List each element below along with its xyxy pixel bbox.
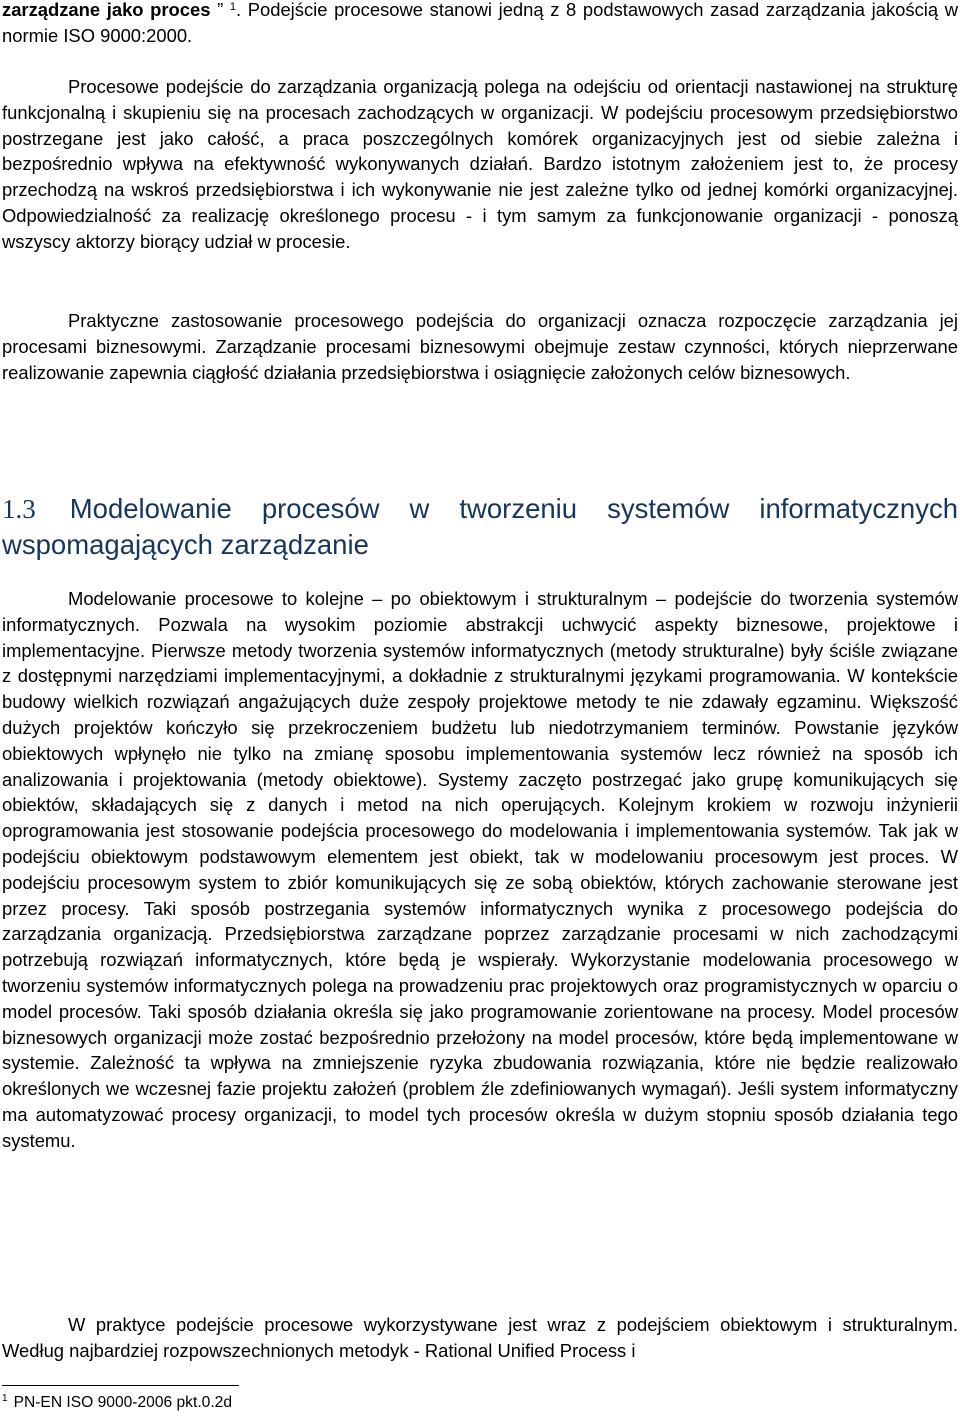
paragraph-3: Praktyczne zastosowanie procesowego podejścia do organizacji oznacza rozpoczęcie zarządzania jej procesami biznesowymi. Zarządzanie procesami biznesowymi obejmuje zestaw czynności, których nieprzerwane realizowanie zapewnia ciągłość działania przedsiębiorstwa i osiągnięcie założonych celów biznesowych. — [2, 310, 958, 383]
paragraph-4: Modelowanie procesowe to kolejne – po obiektowym i strukturalnym – podejście do tworzenia systemów informatycznych. Pozwala na wysokim poziomie abstrakcji uchwycić aspekty biznesowe, projektowe i implementacyjne. Pierwsze metody tworzenia systemów informatycznych (metody strukturalne) były ściśle związane z dostępnymi narzędziami implementacyjnymi, a dokładnie z strukturalnymi językami programowania. W kontekście budowy wielkich rozwiązań angażujących duże zespoły projektowe metody te nie zdawały egzaminu. Większość dużych projektów kończyło się przekroczeniem budżetu lub niedotrzymaniem terminów. Powstanie języków obiektowych wpłynęło nie tylko na zmianę sposobu implementowania systemów lecz również na sposób ich analizowania i projektowania (metody obiektowe). Systemy zaczęto postrzegać jako grupę komunikujących się obiektów, składających się z danych i metod na nich operujących. Kolejnym krokiem w rozwoju inżynierii oprogramowania jest stosowanie podejścia procesowego do modelowania i implementowania systemów. Tak jak w podejściu obiektowym podstawowym elementem jest obiekt, tak w modelowaniu procesowym jest proces. W podejściu procesowym system to zbiór komunikujących się ze sobą obiektów, których zachowanie sterowane jest przez procesy. Taki sposób postrzegania systemów informatycznych wynika z procesowego podejścia do zarządzania organizacją. Przedsiębiorstwa zarządzane poprzez zarządzanie procesami w nich zachodzącymi potrzebują rozwiązań informatycznych, które będą je wspierały. Wykorzystanie modelowania procesowego w tworzeniu systemów informatycznych polega na prowadzeniu prac projektowych oraz programistycznych w oparciu o model procesów. Taki sposób działania określa się jako programowanie zorientowane na procesy. Model procesów biznesowych organizacji może zostać bezpośrednio przełożony na model procesów, które będą implementowane w systemie. Zależność ta wpływa na zmniejszenie ryzyka zbudowania rozwiązania, które nie będzie realizowało określonych we wczesnej fazie projektu założeń (problem źle zdefiniowanych wymagań). Jeśli system informatyczny ma automatyzować procesy organizacji, to model tych procesów określa w dużym stopniu sposób działania tego systemu. — [2, 588, 958, 1151]
section-heading — [2, 491, 958, 563]
paragraph-2: Procesowe podejście do zarządzania organizacją polega na odejściu od orientacji nastawionej na strukturę funkcjonalną i skupieniu się na procesach zachodzących w organizacji. W podejściu procesowym przedsiębiorstwo postrzegane jest jako całość, a praca poszczególnych komórek organizacyjnych jest od siebie zależna i bezpośrednio wpływa na efektywność wykonywanych działań. Bardzo istotnym założeniem jest to, że procesy przechodzą na wskroś przedsiębiorstwa i ich wykonywanie nie jest zależne tylko od jednej komórki organizacyjnej. Odpowiedzialność za realizację określonego procesu - i tym samym za funkcjonowanie organizacji - ponoszą wszyscy aktorzy biorący udział w procesie. — [2, 76, 958, 252]
bold-lead-text: zarządzane jako proces — [2, 0, 211, 20]
paragraph-1 — [2, 0, 958, 49]
footnote-separator — [2, 1385, 239, 1386]
footnote — [2, 1393, 232, 1413]
footnote-text: PN-EN ISO 9000-2006 pkt.0.2d — [13, 1394, 232, 1411]
section-number: 1.3 — [2, 494, 36, 524]
paragraph-5: W praktyce podejście procesowe wykorzystywane jest wraz z podejściem obiektowym i strukturalnym. Według najbardziej rozpowszechnionych metodyk - Rational Unified Process i — [2, 1314, 958, 1361]
footnote-reference[interactable]: 1 — [229, 1, 236, 13]
section-title: Modelowanie procesów w tworzeniu systemów informatycznych wspomagających zarządzanie — [2, 493, 959, 560]
paragraph-1-text: . Podejście procesowe stanowi jedną z 8 podstawowych zasad zarządzania jakością w normie ISO 9000:2000. — [2, 0, 958, 46]
footnote-marker: 1 — [2, 1393, 8, 1404]
closing-quote: ” — [217, 0, 224, 20]
